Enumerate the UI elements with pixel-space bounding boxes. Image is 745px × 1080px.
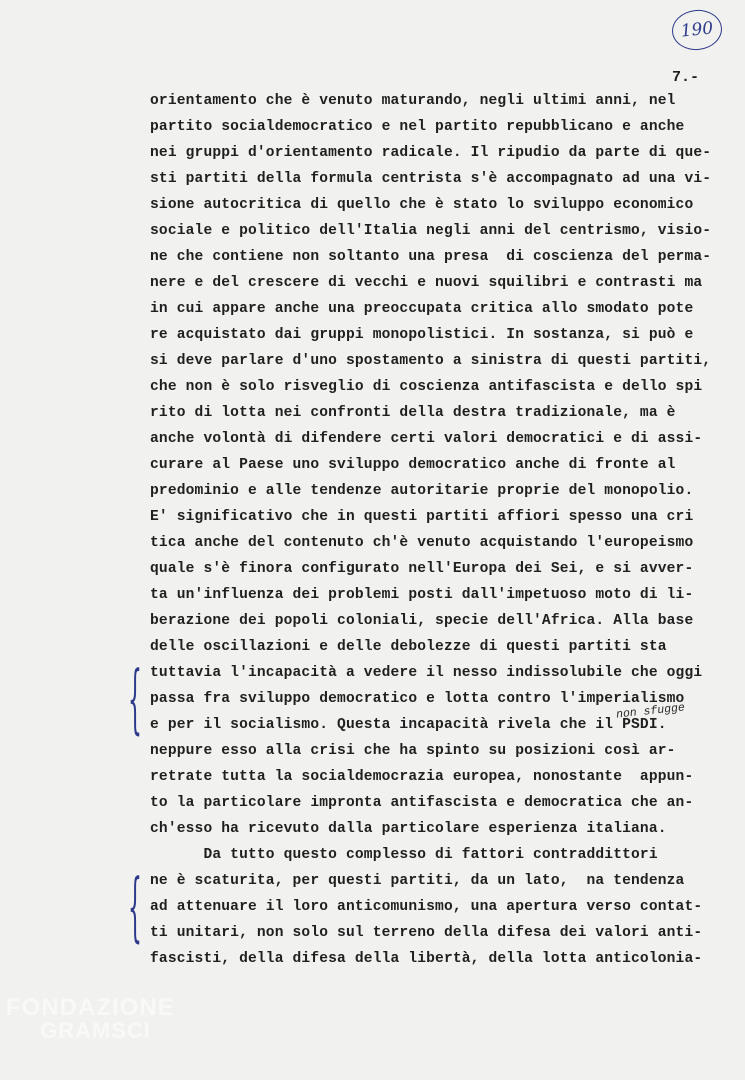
text-line: partito socialdemocratico e nel partito repubblicano e anche — [150, 119, 685, 135]
text-line: predominio e alle tendenze autoritarie proprie del monopolio. — [150, 483, 694, 499]
text-line: ad attenuare il loro anticomunismo, una apertura verso contat- — [150, 899, 703, 915]
text-line: E' significativo che in questi partiti affiori spesso una cri — [150, 509, 694, 525]
text-line: quale s'è finora configurato nell'Europa dei Sei, e si avver- — [150, 561, 694, 577]
text-line: si deve parlare d'uno spostamento a sinistra di questi partiti, — [150, 353, 712, 369]
text-line: curare al Paese uno sviluppo democratico anche di fronte al — [150, 457, 676, 473]
text-line: rito di lotta nei confronti della destra tradizionale, ma è — [150, 405, 676, 421]
watermark-line: GRAMSCI — [40, 1018, 151, 1043]
text-line: che non è solo risveglio di coscienza antifascista e dello spi — [150, 379, 703, 395]
margin-bracket-mark: { — [128, 660, 142, 745]
text-line: sti partiti della formula centrista s'è accompagnato ad una vi- — [150, 171, 712, 187]
watermark-line: FONDAZIONE — [6, 994, 175, 1021]
text-line: sociale e politico dell'Italia negli anni del centrismo, visio- — [150, 223, 712, 239]
text-line: re acquistato dai gruppi monopolistici. In sostanza, si può e — [150, 327, 694, 343]
archive-number-stamp: 190 — [670, 7, 724, 52]
text-line: ta un'influenza dei problemi posti dall'impetuoso moto di li- — [150, 587, 694, 603]
text-line: tica anche del contenuto ch'è venuto acquistando l'europeismo — [150, 535, 694, 551]
text-line: nei gruppi d'orientamento radicale. Il ripudio da parte di que- — [150, 145, 712, 161]
text-line: e per il socialismo. Questa incapacità rivela che il PSDI. — [150, 717, 667, 733]
text-line: ne che contiene non soltanto una presa di coscienza del perma- — [150, 249, 712, 265]
text-line: retrate tutta la socialdemocrazia europea, nonostante appun- — [150, 769, 694, 785]
margin-bracket-mark: { — [128, 868, 142, 953]
text-line: sione autocritica di quello che è stato lo sviluppo economico — [150, 197, 694, 213]
handwritten-insertion: non sfugge — [615, 701, 686, 722]
text-line: tuttavia l'incapacità a vedere il nesso indissolubile che oggi — [150, 665, 703, 681]
text-line: delle oscillazioni e delle debolezze di questi partiti sta — [150, 639, 667, 655]
text-line: to la particolare impronta antifascista e democratica che an- — [150, 795, 694, 811]
text-line: Da tutto questo complesso di fattori contraddittori — [150, 847, 658, 863]
text-line: orientamento che è venuto maturando, negli ultimi anni, nel — [150, 93, 676, 109]
page-number: 7.- — [672, 69, 700, 86]
text-line: passa fra sviluppo democratico e lotta contro l'imperialismo — [150, 691, 685, 707]
text-line: ti unitari, non solo sul terreno della difesa dei valori anti- — [150, 925, 703, 941]
text-line: ch'esso ha ricevuto dalla particolare esperienza italiana. — [150, 821, 667, 837]
text-line: berazione dei popoli coloniali, specie dell'Africa. Alla base — [150, 613, 694, 629]
text-line: nere e del crescere di vecchi e nuovi squilibri e contrasti ma — [150, 275, 703, 291]
archive-watermark — [6, 996, 175, 1042]
text-line: fascisti, della difesa della libertà, della lotta anticolonia- — [150, 951, 703, 967]
text-line: ne è scaturita, per questi partiti, da un lato, na tendenza — [150, 873, 685, 889]
text-line: anche volontà di difendere certi valori democratici e di assi- — [150, 431, 703, 447]
text-line: neppure esso alla crisi che ha spinto su posizioni così ar- — [150, 743, 676, 759]
text-line: in cui appare anche una preoccupata critica allo smodato pote — [150, 301, 694, 317]
